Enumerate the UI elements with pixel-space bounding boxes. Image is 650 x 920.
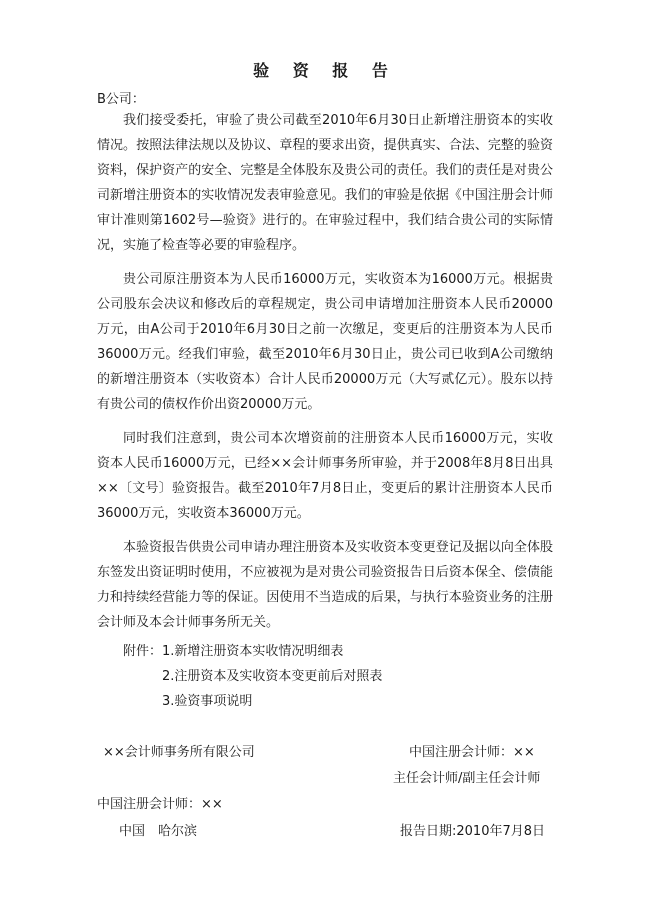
salutation: B公司： (97, 92, 145, 107)
chief-accountant-role: 主任会计师/副主任会计师 (393, 771, 541, 786)
report-location: 中国 哈尔滨 (119, 824, 198, 839)
cpa-signature-left: 中国注册会计师：×× (97, 797, 223, 812)
paragraph-usage-disclaimer: 本验资报告供贵公司申请办理注册资本及实收资本变更登记及据以向全体股东签发出资证明时使用，不应被视为是对贵公司验资报告日后资本保全、偿债能力和持续经营能力等的保证。因使用不当造成的后果，与执行本验资业务的注册会计师及本会计师事务所无关。 (97, 540, 553, 630)
report-title: 验 资 报 告 (253, 61, 397, 80)
attachment-item-3: 3.验资事项说明 (162, 694, 253, 709)
attachment-item-2: 2.注册资本及实收资本变更前后对照表 (162, 669, 383, 684)
firm-name: ××会计师事务所有限公司 (103, 745, 255, 760)
paragraph-entrustment: 我们接受委托，审验了贵公司截至2010年6月30日止新增注册资本的实收情况。按照法律法规以及协议、章程的要求出资，提供真实、合法、完整的验资资料，保护资产的安全、完整是全体股东及贵公司的责任。我们的责任是对贵公司新增注册资本的实收情况发表审验意见。我们的审验是依据《中国注册会计师审计准则第1602号—验资》进行的。在审验过程中，我们结合贵公司的实际情况，实施了检查等必要的审验程序。 (97, 113, 553, 253)
attachment-label: 附件： (123, 644, 163, 659)
paragraph-prior-verification: 同时我们注意到，贵公司本次增资前的注册资本人民币16000万元，实收资本人民币16000万元，已经××会计师事务所审验，并于2008年8月8日出具××〔文号〕验资报告。截至2010年7月8日止，变更后的累计注册资本人民币36000万元，实收资本36000万元。 (97, 431, 553, 521)
report-date: 报告日期:2010年7月8日 (400, 824, 546, 839)
cpa-signature-right: 中国注册会计师：×× (409, 745, 535, 760)
report-body (97, 108, 553, 644)
attachment-item-1: 1.新增注册资本实收情况明细表 (162, 644, 344, 659)
paragraph-capital-increase: 贵公司原注册资本为人民币16000万元，实收资本为16000万元。根据贵公司股东会决议和修改后的章程规定，贵公司申请增加注册资本人民币20000万元，由A公司于2010年6月30日之前一次缴足，变更后的注册资本为人民币36000万元。经我们审验，截至2010年6月30日止，贵公司已收到A公司缴纳的新增注册资本（实收资本）合计人民币20000万元（大写贰亿元）。股东以持有贵公司的债权作价出资20000万元。 (97, 272, 553, 412)
